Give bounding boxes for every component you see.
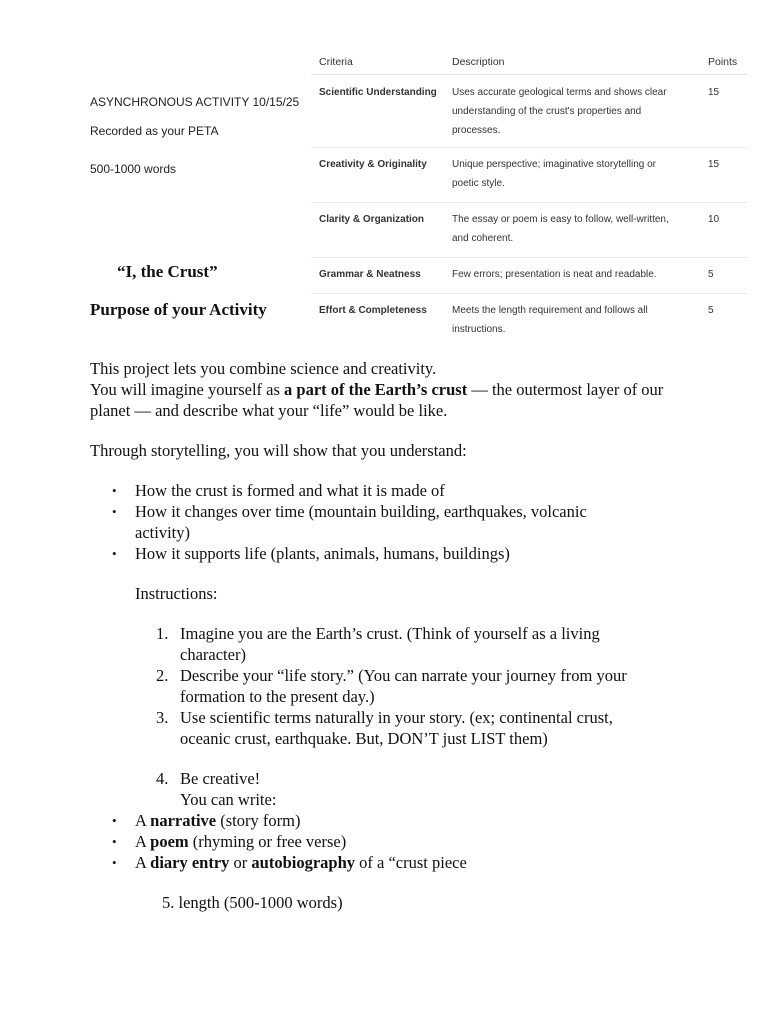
understand-list [90,480,690,564]
document-body [90,358,690,913]
word-count-note: 500-1000 words [90,162,177,176]
rubric-criteria: Scientific Understanding [319,87,437,98]
rubric-description: The essay or poem is easy to follow, well-written, and coherent. [452,214,669,244]
list-item: 1. Imagine you are the Earth’s crust. (Think of yourself as a living character) [156,624,600,664]
rubric-criteria: Grammar & Neatness [319,269,421,280]
length-item: 5. length (500-1000 words) [162,893,343,912]
instructions-list-cont [90,768,690,789]
intro-line: This project lets you combine science and creativity. [90,359,437,378]
activity-header: ASYNCHRONOUS ACTIVITY 10/15/25 [90,95,300,109]
rubric-points: 15 [708,87,720,98]
rubric-criteria: Effort & Completeness [319,305,427,316]
rubric-row [311,203,747,258]
rubric-description: Unique perspective; imaginative storytelling or poetic style. [452,159,656,189]
list-item: 4. Be creative! [156,769,261,788]
criteria-header: Criteria [319,56,353,68]
rubric-row [311,294,747,344]
list-item: 2. Describe your “life story.” (You can narrate your journey from your formation to the present day.) [156,666,627,706]
rubric-row [311,75,747,148]
rubric-table [311,50,747,344]
list-item: • How the crust is formed and what it is made of [90,480,690,501]
understand-intro: Through storytelling, you will show that you understand: [90,441,467,460]
peta-note: Recorded as your PETA [90,124,219,138]
description-header: Description [452,56,505,68]
rubric-description: Few errors; presentation is neat and readable. [452,269,657,280]
list-item: • A narrative (story form) [90,810,690,831]
write-options-label: You can write: [180,790,277,809]
instructions-list [90,623,690,749]
rubric-description: Uses accurate geological terms and shows clear understanding of the crust's properties and processes. [452,87,667,136]
list-item: • A diary entry or autobiography of a “crust piece [90,852,690,873]
rubric-points: 10 [708,214,720,225]
list-item: 3. Use scientific terms naturally in your story. (ex; continental crust, oceanic crust, earthquake. But, DON’T just LIST them) [156,708,613,748]
rubric-row [311,148,747,203]
rubric-points: 5 [708,305,714,316]
rubric-points: 5 [708,269,714,280]
rubric-criteria: Creativity & Originality [319,159,427,170]
rubric-description: Meets the length requirement and follows all instructions. [452,305,648,335]
instructions-label: Instructions: [135,584,218,603]
rubric-row [311,258,747,294]
list-item: • How it supports life (plants, animals, humans, buildings) [90,543,690,564]
rubric-header-row [311,50,747,75]
list-item: • How it changes over time (mountain building, earthquakes, volcanic activity) [90,501,690,543]
rubric-criteria: Clarity & Organization [319,214,425,225]
points-header: Points [708,56,738,68]
rubric-points: 15 [708,159,720,170]
purpose-heading: Purpose of your Activity [90,300,267,319]
forms-list [90,810,690,873]
list-item: • A poem (rhyming or free verse) [90,831,690,852]
page-title: “I, the Crust” [117,262,218,281]
intro-paragraph: You will imagine yourself as a part of the Earth’s crust — the outermost layer of our planet — and describe what your “life” would be like. [90,380,664,420]
